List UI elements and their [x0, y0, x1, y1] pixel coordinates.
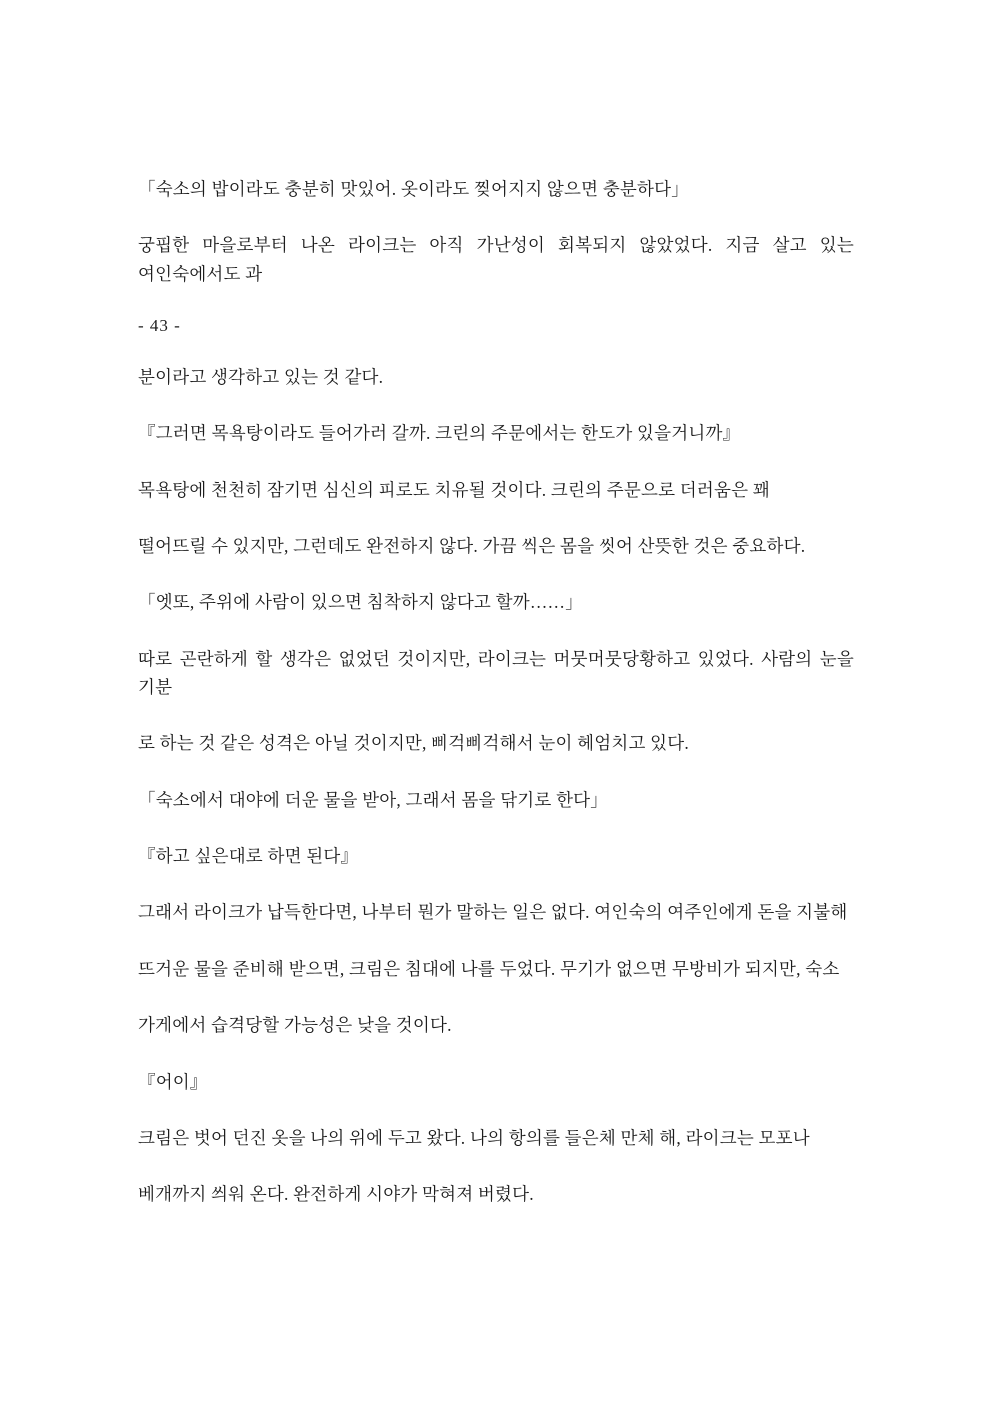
paragraph-5: 목욕탕에 천천히 잠기면 심신의 피로도 치유될 것이다. 크린의 주문으로 더러움은 꽤 — [138, 479, 770, 500]
paragraph-11: 『하고 싶은대로 하면 된다』 — [138, 846, 359, 867]
paragraph-1: 「숙소의 밥이라도 충분히 맛있어. 옷이라도 찢어지지 않으면 충분하다」 — [138, 179, 689, 199]
paragraph-2: 궁핍한 마을로부터 나온 라이크는 아직 가난성이 회복되지 않았었다. 지금 살고 있는 여인숙에서도 과 — [138, 235, 854, 284]
paragraph-16: 크림은 벗어 던진 옷을 나의 위에 두고 왔다. 나의 항의를 들은체 만체 해, 라이크는 모포나 — [138, 1127, 810, 1148]
paragraph-12: 그래서 라이크가 납득한다면, 나부터 뭔가 말하는 일은 없다. 여인숙의 여주인에게 돈을 지불해 — [138, 902, 848, 923]
paragraph-6: 떨어뜨릴 수 있지만, 그런데도 완전하지 않다. 가끔 씩은 몸을 씻어 산뜻한 것은 중요하다. — [138, 536, 806, 557]
paragraph-3: 분이라고 생각하고 있는 것 같다. — [138, 367, 384, 388]
paragraph-9: 로 하는 것 같은 성격은 아닐 것이지만, 삐걱삐걱해서 눈이 헤엄치고 있다. — [138, 733, 689, 754]
paragraph-7: 「엣또, 주위에 사람이 있으면 침착하지 않다고 할까……」 — [138, 592, 583, 613]
paragraph-13: 뜨거운 물을 준비해 받으면, 크림은 침대에 나를 두었다. 무기가 없으면 무방비가 되지만, 숙소 — [138, 958, 840, 979]
paragraph-8: 따로 곤란하게 할 생각은 없었던 것이지만, 라이크는 머뭇머뭇당황하고 있었다. 사람의 눈을 기분 — [138, 648, 854, 698]
paragraph-4: 『그러면 목욕탕이라도 들어가러 갈까. 크린의 주문에서는 한도가 있을거니까』 — [138, 423, 741, 444]
paragraph-10: 「숙소에서 대야에 더운 물을 받아, 그래서 몸을 닦기로 한다」 — [138, 789, 608, 810]
page-number-marker: - 43 - — [138, 316, 181, 336]
paragraph-15: 『어이』 — [138, 1071, 208, 1092]
paragraph-17: 베개까지 씌워 온다. 완전하게 시야가 막혀져 버렸다. — [138, 1184, 534, 1205]
paragraph-14: 가게에서 습격당할 가능성은 낮을 것이다. — [138, 1015, 452, 1036]
